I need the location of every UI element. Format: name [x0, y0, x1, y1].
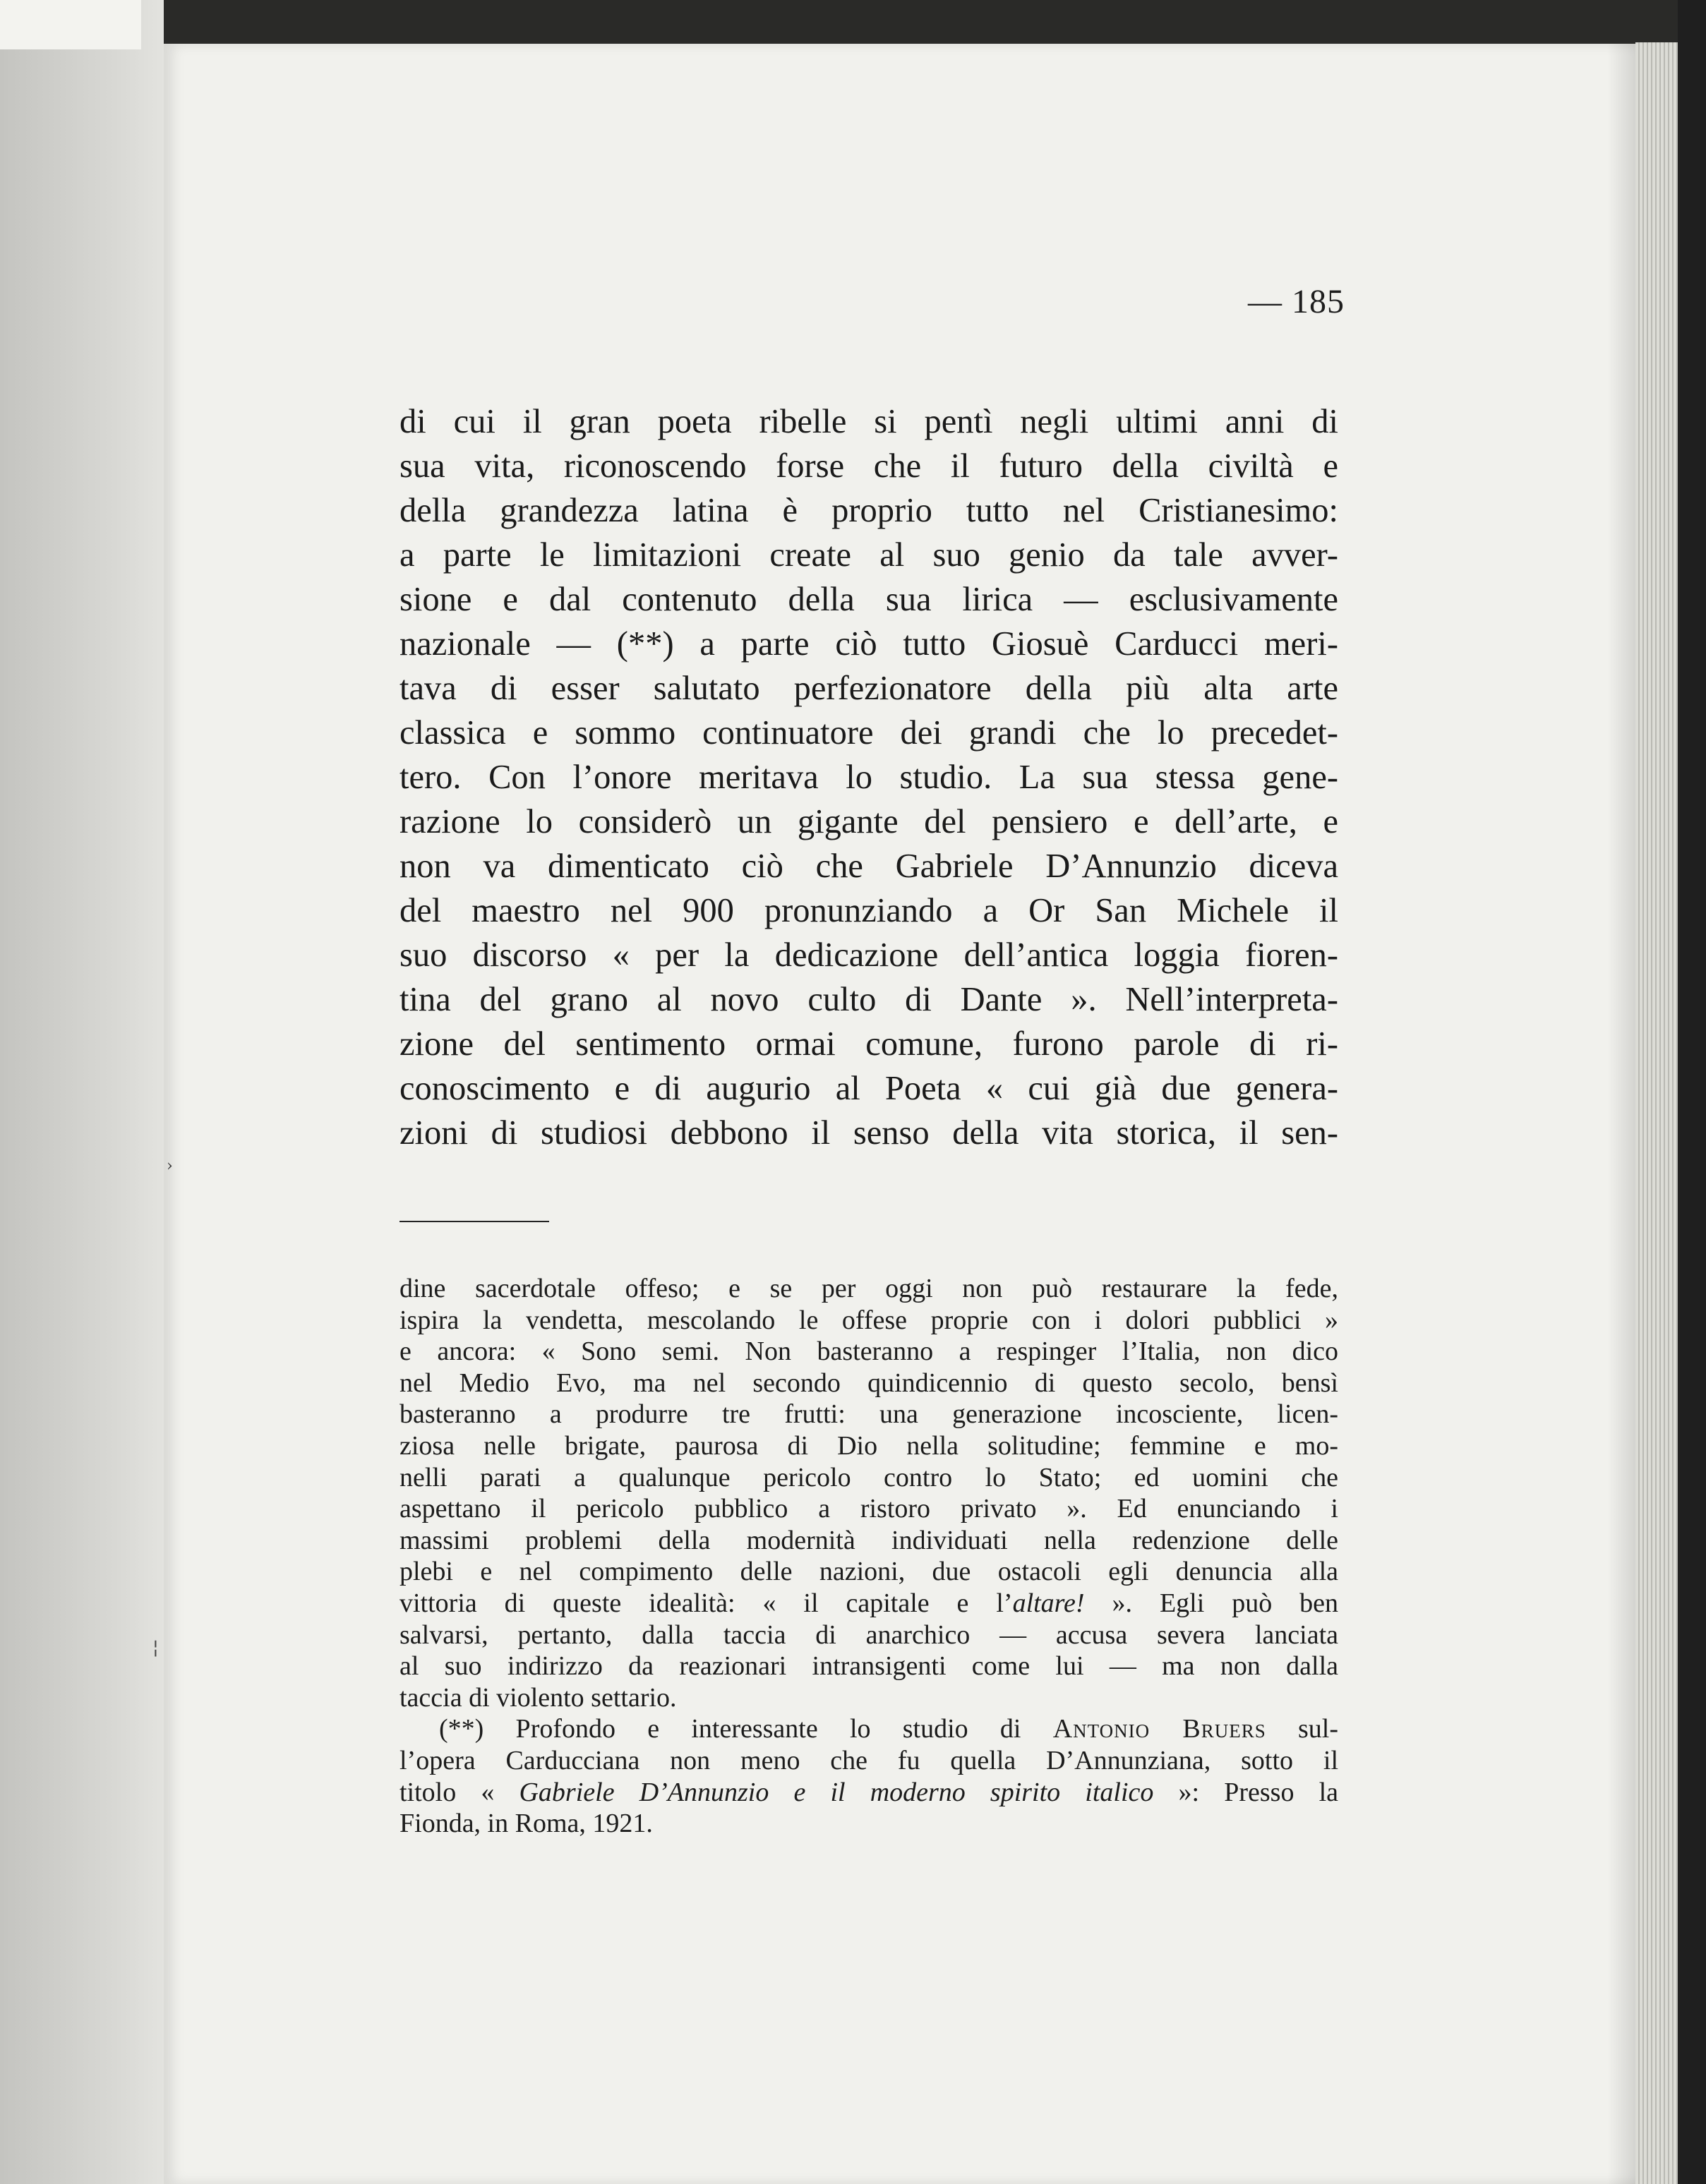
- text-line: zione del sentimento ormai comune, furono parole di ri-: [400, 1025, 1338, 1063]
- footnote-line: taccia di violento settario.: [400, 1682, 677, 1713]
- footnote-line: basteranno a produrre tre frutti: una generazione incosciente, licen-: [400, 1399, 1338, 1430]
- text-line: suo discorso « per la dedicazione dell’antica loggia fioren-: [400, 936, 1338, 974]
- footnote-rule: [400, 1221, 549, 1222]
- footnote-author: Antonio Bruers: [1052, 1714, 1266, 1744]
- text-line: conoscimento e di augurio al Poeta « cui già due genera-: [400, 1070, 1338, 1107]
- margin-mark: ¦: [152, 1637, 159, 1658]
- text-line: classica e sommo continuatore dei grandi che lo precedet-: [400, 714, 1338, 752]
- footnote-italic: altare!: [1012, 1588, 1085, 1618]
- margin-mark: ›: [167, 1157, 173, 1175]
- footnote-line: aspettano il pericolo pubblico a ristoro privato ». Ed enunciando i: [400, 1494, 1338, 1524]
- text-line: di cui il gran poeta ribelle si pentì negli ultimi anni di: [400, 403, 1338, 440]
- footnote-line: [400, 1588, 1338, 1619]
- previous-page-edge: [0, 0, 164, 2184]
- page-shadow: [1607, 44, 1635, 2184]
- footnote-line: [400, 1713, 1338, 1745]
- text-line: non va dimenticato ciò che Gabriele D’Annunzio diceva: [400, 847, 1338, 885]
- footnote-line: Fionda, in Roma, 1921.: [400, 1809, 653, 1839]
- text-line: nazionale — (**) a parte ciò tutto Giosuè Carducci meri-: [400, 625, 1338, 663]
- footnote-line: al suo indirizzo da reazionari intransigenti come lui — ma non dalla: [400, 1651, 1338, 1682]
- text-line: tava di esser salutato perfezionatore della più alta arte: [400, 670, 1338, 707]
- footnote-line: nel Medio Evo, ma nel secondo quindicennio di questo secolo, bensì: [400, 1368, 1338, 1398]
- footnote-line: ziosa nelle brigate, paurosa di Dio nella solitudine; femmine e mo-: [400, 1430, 1338, 1461]
- footnote-line: plebi e nel compimento delle nazioni, due ostacoli egli denuncia alla: [400, 1557, 1338, 1587]
- text-line: sua vita, riconoscendo forse che il futuro della civiltà e: [400, 447, 1338, 485]
- footnote-line: nelli parati a qualunque pericolo contro lo Stato; ed uomini che: [400, 1462, 1338, 1492]
- scan-right-border: [1678, 0, 1706, 2184]
- footnote-line: l’opera Carducciana non meno che fu quella D’Annunziana, sotto il: [400, 1745, 1338, 1775]
- footnote-line: e ancora: « Sono semi. Non basteranno a respinger l’Italia, non dico: [400, 1337, 1338, 1367]
- footnotes: [400, 1273, 1338, 1840]
- footnote-line: massimi problemi della modernità individuati nella redenzione delle: [400, 1525, 1338, 1555]
- footnote-line: ispira la vendetta, mescolando le offese proprie con i dolori pubblici »: [400, 1305, 1338, 1335]
- scan-top-border: [141, 0, 1706, 44]
- footnote-line: salvarsi, pertanto, dalla taccia di anarchico — accusa severa lanciata: [400, 1619, 1338, 1650]
- text-line: del maestro nel 900 pronunziando a Or San Michele il: [400, 892, 1338, 929]
- page-stack-edge: [1635, 42, 1678, 2184]
- text-line: tero. Con l’onore meritava lo studio. La sua stessa gene-: [400, 759, 1338, 796]
- footnote-text: Profondo e interessante lo studio di: [483, 1714, 1053, 1744]
- text-line: a parte le limitazioni create al suo genio da tale avver-: [400, 536, 1338, 574]
- footnote-text: ». Egli può ben: [1084, 1588, 1338, 1618]
- page-number: — 185: [1248, 283, 1345, 320]
- footnote-text: »: Presso la: [1153, 1777, 1338, 1807]
- previous-page-corner: [0, 0, 141, 49]
- footnote-line: [400, 1777, 1338, 1809]
- main-text: [400, 399, 1338, 1155]
- footnote-text: sul-: [1266, 1714, 1338, 1744]
- text-line: sione e dal contenuto della sua lirica — esclusivamente: [400, 581, 1338, 618]
- footnote-text: vittoria di queste idealità: « il capitale e l’: [400, 1588, 1013, 1618]
- text-line: razione lo considerò un gigante del pensiero e dell’arte, e: [400, 803, 1338, 840]
- footnote-text: titolo «: [400, 1777, 519, 1807]
- text-line: zioni di studiosi debbono il senso della vita storica, il sen-: [400, 1114, 1338, 1152]
- text-line: tina del grano al novo culto di Dante ». Nell’interpreta-: [400, 981, 1338, 1018]
- footnote-marker: (**): [439, 1714, 484, 1744]
- text-line: della grandezza latina è proprio tutto nel Cristianesimo:: [400, 492, 1338, 529]
- footnote-line: dine sacerdotale offeso; e se per oggi non può restaurare la fede,: [400, 1274, 1338, 1303]
- footnote-book-title: Gabriele D’Annunzio e il moderno spirito italico: [519, 1777, 1154, 1807]
